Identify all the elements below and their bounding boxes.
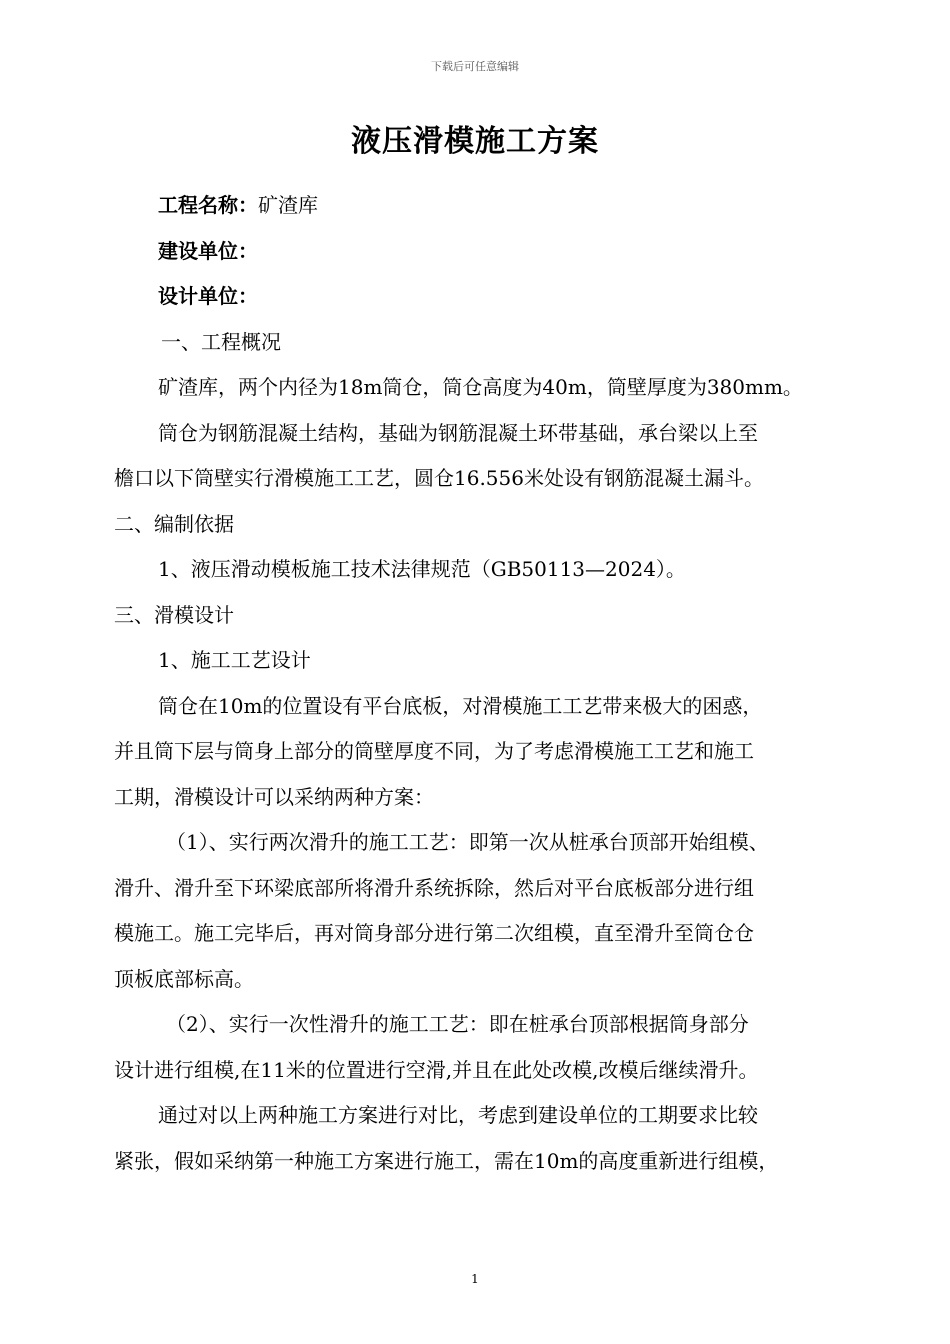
section-heading: 二、编制依据 (114, 511, 234, 536)
paragraph-line: 筒仓在10m的位置设有平台底板，对滑模施工工艺带来极大的困惑， (158, 693, 763, 718)
document-body (114, 183, 854, 1184)
paragraph-line: 紧张，假如采纳第一种施工方案进行施工，需在10m的高度重新进行组模， (114, 1148, 779, 1173)
paragraph-line: 模施工。施工完毕后，再对筒身部分进行第二次组模，直至滑升至筒仓仓 (114, 921, 754, 945)
sub-heading: 1、施工工艺设计 (158, 648, 311, 672)
field-value: 矿渣库 (258, 193, 318, 217)
paragraph-line: 滑升、滑升至下环梁底部所将滑升系统拆除，然后对平台底板部分进行组 (114, 875, 754, 900)
paragraph-line: 矿渣库，两个内径为18m筒仓，筒仓高度为40m，筒壁厚度为380mm。 (158, 375, 803, 399)
document-title: 液压滑模施工方案 (351, 124, 599, 159)
page-number: 1 (471, 1272, 479, 1286)
paragraph-line: 檐口以下筒壁实行滑模施工工艺，圆仓16.556米处设有钢筋混凝土漏斗。 (114, 466, 764, 490)
field-design-unit (114, 274, 854, 320)
paragraph-line: 筒仓为钢筋混凝土结构，基础为钢筋混凝土环带基础，承台梁以上至 (158, 420, 758, 445)
field-label: 工程名称： (158, 193, 258, 217)
field-label: 建设单位： (158, 238, 258, 263)
field-project-name (114, 183, 854, 229)
paragraph-line: 工期，滑模设计可以采纳两种方案： (114, 784, 434, 809)
paragraph-line: 通过对以上两种施工方案进行对比，考虑到建设单位的工期要求比较 (158, 1103, 758, 1127)
field-construction-unit (114, 229, 854, 275)
paragraph-line: 并且筒下层与筒身上部分的筒壁厚度不同，为了考虑滑模施工工艺和施工 (114, 739, 754, 763)
field-label: 设计单位： (158, 284, 258, 308)
header-note: 下载后可任意编辑 (431, 60, 519, 73)
paragraph-line: 设计进行组模,在11米的位置进行空滑,并且在此处改模,改模后继续滑升。 (114, 1057, 759, 1082)
paragraph-line: （1）、实行两次滑升的施工工艺：即第一次从桩承台顶部开始组模、 (166, 830, 769, 854)
paragraph-line: （2）、实行一次性滑升的施工工艺：即在桩承台顶部根据筒身部分 (166, 1012, 749, 1036)
section-heading: 一、工程概况 (161, 329, 281, 354)
section-heading: 三、滑模设计 (114, 602, 234, 627)
list-item: 1、液压滑动模板施工技术法律规范（GB50113—2024）。 (158, 557, 686, 581)
paragraph-line: 顶板底部标高。 (114, 966, 254, 991)
